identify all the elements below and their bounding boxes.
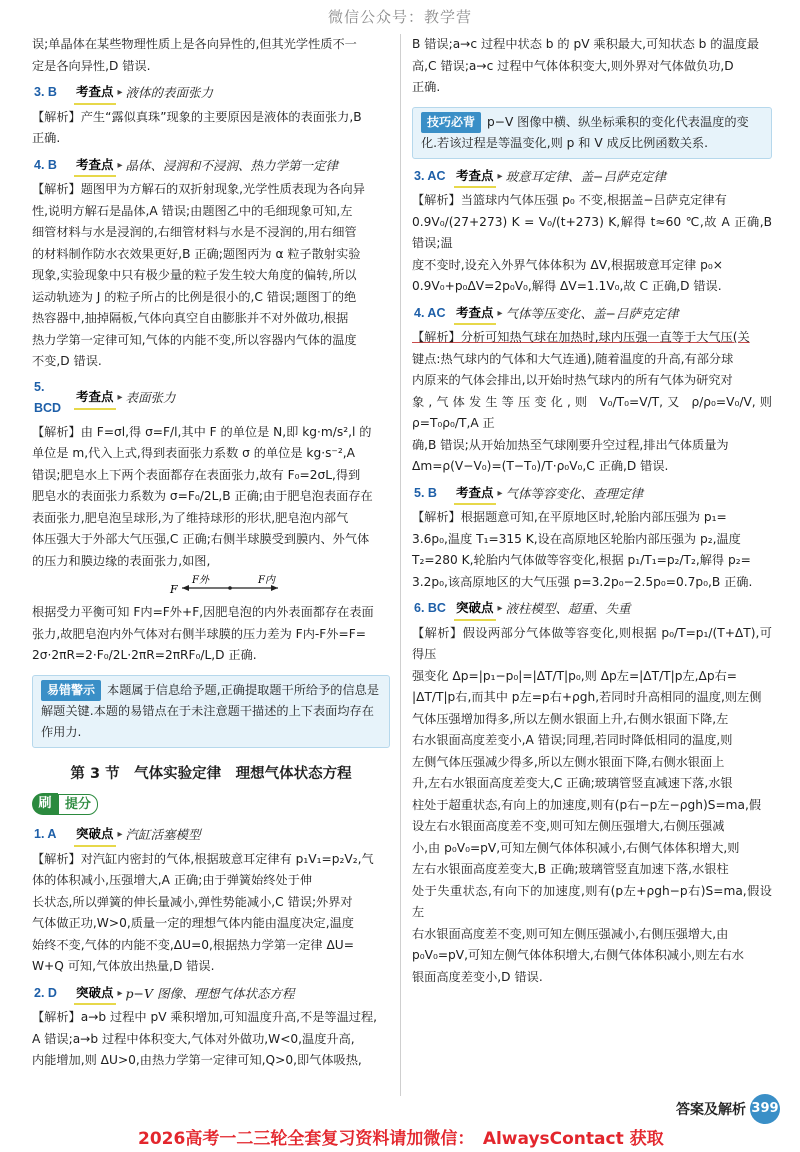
topic-label: 液体的表面张力 (125, 85, 214, 100)
tip-box (32, 675, 390, 748)
arrow-icon: ▸ (497, 307, 503, 319)
text-line: 柱处于超重状态,有向上的加速度,则有(p右−p左−ρgh)S=ma,假 (412, 797, 762, 812)
promo-text: 2026高考一二三轮全套复习资料请加微信： AlwaysContact 获取 (138, 1129, 664, 1149)
text-line: 性,说明方解石是晶体,A 错误;由题图乙中的毛细现象可知,左 (32, 203, 353, 218)
point-dot (228, 586, 232, 590)
text-line: 细管材料与水是浸润的,右细管材料与水是不浸润的,用右细管 (32, 225, 357, 239)
tag-label: 突破点 (74, 823, 116, 847)
force-out-label: F外 (192, 575, 209, 586)
text-line: 内原来的气体会排出,以开始时热气球内的所有气体为研究对 (412, 373, 733, 387)
force-diagram-svg (32, 572, 390, 602)
text-line: W+Q 可知,气体放出热量,D 错误. (32, 959, 215, 973)
text-line: 气体压强增加得多,所以左侧水银面上升,右侧水银面下降,左 (412, 711, 729, 726)
topic-label: 汽缸活塞模型 (125, 827, 201, 842)
text-line: 张力,故肥皂泡内外气体对右侧半球膜的压力差为 F内-F外=F= (32, 626, 366, 641)
text-line: p₀V₀=pV,可知左侧气体体积增大,右侧气体体积减小,则左右水 (412, 948, 744, 962)
force-diagram (32, 572, 390, 602)
question-header (412, 482, 772, 506)
text-line: 【解析】题图甲为方解石的双折射现象,光学性质表现为各向异 (32, 182, 365, 196)
text-line: 运动轨迹为 J 的粒子所占的比例是很小的,C 错误;题图丁的绝 (32, 289, 357, 304)
question-header (32, 377, 390, 420)
tip-label: 技巧必背 (421, 112, 481, 133)
text-line: T₂=280 K,轮胎内气体做等容变化,根据 p₁/T₁=p₂/T₂,解得 p₂= (412, 553, 751, 567)
right-column (412, 34, 772, 988)
text-line: 左侧气体压强减少得多,所以左侧水银面下降,右侧水银面上 (412, 754, 725, 769)
text-line: 强变化 Δp=|p₁−p₀|=|ΔT/T|p₀,则 Δp左=|ΔT/T|p左,Δp右= (412, 668, 737, 683)
text-line: 【解析】当篮球内气体压强 p₀ 不变,根据盖−吕萨克定律有 (412, 193, 727, 207)
text-line: 0.9V₀+p₀ΔV=2p₀V₀,解得 ΔV=1.1V₀,故 C 正确,D 错误. (412, 279, 722, 293)
page-footer (676, 1094, 780, 1124)
text-line: 处于失重状态,有向下的加速度,则有(p左+ρgh−p右)S=ma,假设左 (412, 883, 772, 919)
topic-label: 玻意耳定律、盖−吕萨克定律 (505, 168, 667, 184)
topic-label: 气体等压变化、盖−吕萨克定律 (505, 305, 679, 321)
question-header (32, 982, 390, 1006)
arrow-icon: ▸ (117, 87, 123, 98)
text-line: 热力学第一定律可知,气体的内能不变,所以容器内气体的温度 (32, 332, 357, 347)
text-line: 不变,D 错误. (32, 354, 102, 368)
question-number: 3. B (34, 85, 57, 99)
text-line: 【解析】产生“露似真珠”现象的主要原因是液体的表面张力,B (32, 109, 362, 124)
text-line: 始终不变,气体的内能不变,ΔU=0,根据热力学第一定律 ΔU= (32, 937, 354, 952)
footer-label: 答案及解析 (676, 1102, 746, 1118)
text-line: B 错误;a→c 过程中状态 b 的 pV 乘积最大,可知状态 b 的温度最 (412, 37, 760, 51)
force-f-label: F (170, 583, 178, 596)
arrow-left-icon (182, 585, 189, 591)
text-line: 表面张力,肥皂泡呈球形,为了维持球形的形状,肥皂泡内部气 (32, 510, 349, 525)
tag-label: 考查点 (74, 81, 116, 105)
tip-text: p−V 图像中横、纵坐标乘积的变化代表温度的变化.若该过程是等温变化,则 p 和 V 成反比例函数关系. (421, 114, 749, 150)
question-number: 3. AC (414, 168, 446, 183)
text-line: 左右水银面高度差变大,B 正确;玻璃管竖直加速下落,水银柱 (412, 862, 729, 876)
question-number: 6. BC (414, 601, 446, 615)
text-line: 象,气体发生等压变化,则 V₀/T₀=V/T,又 ρ/ρ₀=V₀/V,则 ρ=T₀ρ₀/T,A 正 (412, 394, 772, 430)
question-number: 5. B (414, 485, 437, 500)
section-badge (32, 793, 390, 815)
question-header (32, 81, 390, 105)
question-header (32, 154, 390, 178)
arrow-icon: ▸ (117, 392, 123, 404)
text-line: 【解析】由 F=σl,得 σ=F/l,其中 F 的单位是 N,即 kg·m/s²,l 的 (32, 424, 372, 439)
badge-icon: 刷 (32, 793, 58, 815)
tag-label: 考查点 (454, 165, 496, 189)
question-number: 4. AC (414, 305, 446, 320)
force-in-label: F内 (258, 575, 275, 586)
text-line: |ΔT/T|p右,而其中 p左=p右+ρgh,若同时升高相同的温度,则左侧 (412, 690, 762, 704)
text-line: 右水银面高度差不变,则可知左侧压强减小,右侧压强增大,由 (412, 926, 729, 941)
text-line: Δm=ρ(V−V₀)=(T−T₀)/T·ρ₀V₀,C 正确,D 错误. (412, 459, 669, 473)
tag-label: 突破点 (74, 982, 116, 1006)
question-number: 1. A (34, 827, 57, 841)
text-line: 正确. (32, 131, 61, 145)
text-line: 确,B 错误;从开始加热至气球刚要升空过程,排出气体质量为 (412, 437, 729, 452)
text-line: 现象,实验现象中只有极少量的粒子发生较大角度的偏转,所以 (32, 268, 357, 282)
text-line: 气体做正功,W>0,质量一定的理想气体内能由温度决定,温度 (32, 916, 354, 930)
text-line: 设左右水银面高度差不变,则可知左侧压强增大,右侧压强减 (412, 819, 725, 833)
text-line: 小,由 p₀V₀=pV,可知左侧气体体积减小,右侧气体体积增大,则 (412, 840, 740, 855)
text-line: 体的体积减小,压强增大,A 正确;由于弹簧始终处于伸 (32, 873, 313, 887)
question-number: 2. D (34, 985, 57, 1000)
badge-label: 提分 (58, 794, 98, 815)
text-line: 2σ·2πR=2·F₀/2L·2πR=2πRF₀/L,D 正确. (32, 648, 257, 662)
topic-label: 表面张力 (125, 390, 176, 406)
text-line: 键点:热气球内的气体和大气连通),随着温度的升高,有部分球 (412, 351, 734, 366)
text-line: 体压强大于外部大气压强,C 正确;右侧半球膜受到膜内、外气体 (32, 532, 370, 546)
left-column (32, 34, 390, 1072)
topic-label: 液柱模型、超重、失重 (505, 601, 631, 616)
text-line: 【解析】a→b 过程中 pV 乘积增加,可知温度升高,不是等温过程, (32, 1010, 378, 1024)
topic-label: p−V 图像、理想气体状态方程 (125, 985, 295, 1001)
text-line: A 错误;a→b 过程中体积变大,气体对外做功,W<0,温度升高, (32, 1031, 355, 1046)
question-header (412, 302, 772, 326)
arrow-icon: ▸ (497, 170, 503, 182)
column-divider (400, 34, 401, 1096)
question-header (32, 823, 390, 847)
text-line: 【解析】根据题意可知,在平原地区时,轮胎内部压强为 p₁= (412, 510, 727, 524)
text-line: 单位是 m,代入上式,得到表面张力系数 σ 的单位是 kg·s⁻²,A (32, 446, 355, 460)
text-line: 右水银面高度差变小,A 错误;同理,若同时降低相同的温度,则 (412, 733, 733, 747)
text-line: 【解析】分析可知热气球在加热时,球内压强一直等于大气压(关 (412, 330, 750, 344)
arrow-icon: ▸ (117, 987, 123, 999)
text-line: 肥皂水的表面张力系数为 σ=F₀/2L,B 正确;由于肥皂泡表面存在 (32, 489, 373, 503)
text-line: 度不变时,设充入外界气体体积为 ΔV,根据玻意耳定律 p₀× (412, 257, 723, 272)
text-line: 【解析】假设两部分气体做等容变化,则根据 p₀/T=p₁/(T+ΔT),可得压 (412, 625, 772, 661)
tag-label: 考查点 (454, 482, 496, 506)
tag-label: 突破点 (454, 597, 496, 621)
text-line: 误;单晶体在某些物理性质上是各向异性的,但其光学性质不一 (32, 37, 357, 51)
text-line: 3.6p₀,温度 T₁=315 K,设在高原地区轮胎内部压强为 p₂,温度 (412, 531, 741, 546)
question-header (412, 597, 772, 621)
text-line: 定是各向异性,D 错误. (32, 58, 151, 73)
text-line: 银面高度差变小,D 错误. (412, 969, 543, 984)
text-line: 升,左右水银面高度差变大,C 正确;玻璃管竖直减速下落,水银 (412, 776, 733, 790)
tip-box (412, 107, 772, 159)
question-header (412, 165, 772, 189)
arrow-icon: ▸ (497, 487, 503, 499)
tip-label: 易错警示 (41, 680, 101, 701)
page-number: 399 (750, 1094, 780, 1124)
text-line: 的压力和膜边缘的表面张力,如图, (32, 553, 211, 568)
arrow-icon: ▸ (117, 159, 123, 171)
text-line: 长状态,所以弹簧的伸长量减小,弹性势能减小,C 错误;外界对 (32, 894, 353, 909)
tip-text: 本题属于信息给予题,正确提取题干所给予的信息是解题关键.本题的易错点在于未注意题干描述的上下表面均存在作用力. (41, 682, 380, 739)
question-number: 4. B (34, 157, 57, 172)
text-line: 内能增加,则 ΔU>0,由热力学第一定律可知,Q>0,即气体吸热, (32, 1053, 362, 1067)
text-line: 错误;肥皂水上下两个表面都存在表面张力,故有 F₀=2σL,得到 (32, 467, 361, 482)
question-number: 5. BCD (34, 379, 62, 415)
text-line: 【解析】对汽缸内密封的气体,根据玻意耳定律有 p₁V₁=p₂V₂,气 (32, 851, 374, 866)
text-line: 0.9V₀/(27+273) K = V₀/(t+273) K,解得 t≈60 ℃,故 A 正确,B 错误;温 (412, 214, 772, 250)
tag-label: 考查点 (74, 386, 116, 410)
text-line: 3.2p₀,该高原地区的大气压强 p=3.2p₀−2.5p₀=0.7p₀,B 正确. (412, 574, 753, 589)
text-line: 的材料制作防水衣效果更好,B 正确;题图丙为 α 粒子散射实验 (32, 246, 361, 261)
text-line: 根据受力平衡可知 F内=F外+F,因肥皂泡的内外表面都存在表面 (32, 605, 374, 619)
watermark-text: 微信公众号：教学营 (327, 8, 472, 26)
arrow-icon: ▸ (117, 829, 123, 840)
tag-label: 考查点 (74, 154, 116, 178)
topic-label: 晶体、浸润和不浸润、热力学第一定律 (125, 157, 339, 173)
text-line: 高,C 错误;a→c 过程中气体体积变大,则外界对气体做负功,D (412, 58, 734, 73)
text-line: 热容器中,抽掉隔板,气体向真空自由膨胀并不对外做功,根据 (32, 311, 349, 325)
text-line: 正确. (412, 80, 441, 94)
section-title: 第 3 节 气体实验定律 理想气体状态方程 (70, 765, 352, 782)
topic-label: 气体等容变化、查理定律 (505, 485, 644, 501)
tag-label: 考查点 (454, 302, 496, 326)
arrow-icon: ▸ (497, 603, 503, 614)
